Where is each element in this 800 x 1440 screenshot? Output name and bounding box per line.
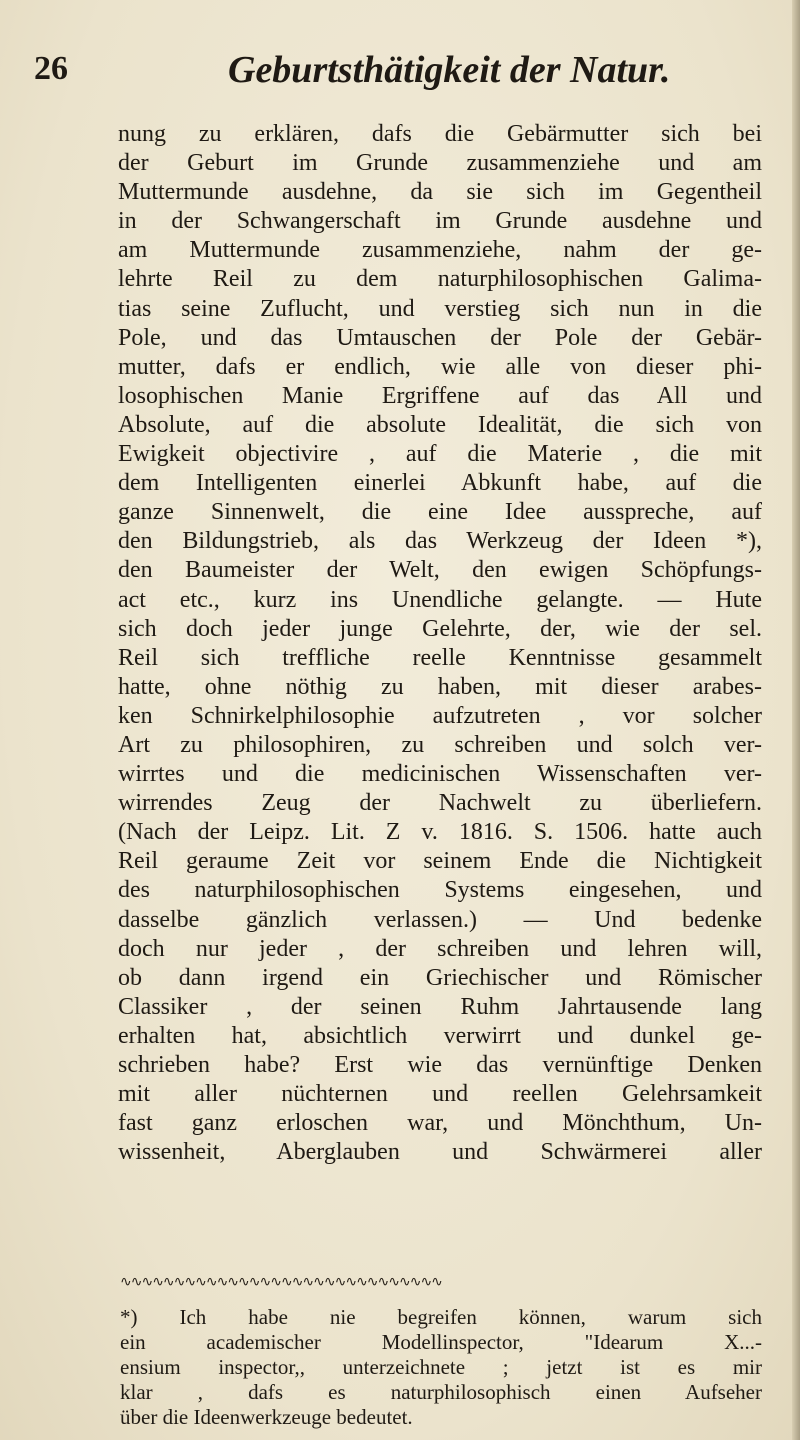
body-line: Pole, und das Umtauschen der Pole der Gebär-	[118, 324, 762, 351]
footnote-line: klar , dafs es naturphilosophisch einen Aufseher	[120, 1380, 762, 1404]
page-header	[0, 50, 800, 100]
body-line: Classiker , der seinen Ruhm Jahrtausende lang	[118, 993, 762, 1020]
body-line: wissenheit, Aberglauben und Schwärmerei aller	[118, 1139, 762, 1166]
body-line: dasselbe gänzlich verlassen.) — Und bedenke	[118, 906, 762, 933]
body-line: act etc., kurz ins Unendliche gelangte. — Hute	[118, 586, 762, 613]
body-line: am Muttermunde zusammenziehe, nahm der ge-	[118, 237, 762, 264]
body-text	[118, 120, 762, 1167]
body-line: Reil sich treffliche reelle Kenntnisse gesammelt	[118, 644, 762, 671]
body-line: mutter, dafs er endlich, wie alle von dieser phi-	[118, 353, 762, 380]
footnote	[120, 1305, 762, 1430]
body-line: (Nach der Leipz. Lit. Z v. 1816. S. 1506. hatte auch	[118, 819, 762, 846]
body-line: tias seine Zuflucht, und verstieg sich nun in die	[118, 295, 762, 322]
body-line: dem Intelligenten einerlei Abkunft habe, auf die	[118, 470, 762, 497]
body-line: Ewigkeit objectivire , auf die Materie , die mit	[118, 441, 762, 468]
footnote-line: ensium inspector,, unterzeichnete ; jetzt ist es mir	[120, 1355, 762, 1379]
body-line: Muttermunde ausdehne, da sie sich im Gegentheil	[118, 179, 762, 206]
body-line: mit aller nüchternen und reellen Gelehrsamkeit	[118, 1081, 762, 1108]
body-line: doch nur jeder , der schreiben und lehren will,	[118, 935, 762, 962]
body-line: lehrte Reil zu dem naturphilosophischen Galima-	[118, 266, 762, 293]
body-line: ken Schnirkelphilosophie aufzutreten , vor solcher	[118, 702, 762, 729]
footnote-separator-ornament: ∿∿∿∿∿∿∿∿∿∿∿∿∿∿∿∿∿∿∿∿∿∿∿∿∿∿∿∿∿∿	[120, 1274, 442, 1290]
body-line: schrieben habe? Erst wie das vernünftige Denken	[118, 1052, 762, 1078]
body-line: sich doch jeder junge Gelehrte, der, wie der sel.	[118, 615, 762, 642]
body-line: fast ganz erloschen war, und Mönchthum, Un-	[118, 1110, 762, 1137]
body-line: losophischen Manie Ergriffene auf das All und	[118, 382, 762, 409]
body-line: nung zu erklären, dafs die Gebärmutter sich bei	[118, 121, 762, 147]
body-line: der Geburt im Grunde zusammenziehe und am	[118, 150, 762, 177]
body-line: in der Schwangerschaft im Grunde ausdehne und	[118, 208, 762, 235]
body-line: Absolute, auf die absolute Idealität, die sich von	[118, 411, 762, 438]
footnote-line: ein academischer Modellinspector, "Idearum X...-	[120, 1330, 762, 1354]
body-line: hatte, ohne nöthig zu haben, mit dieser arabes-	[118, 673, 762, 700]
running-head: Geburtsthätigkeit der Natur.	[228, 49, 671, 91]
body-line: wirrendes Zeug der Nachwelt zu überliefern.	[118, 790, 762, 817]
body-line: ob dann irgend ein Griechischer und Römischer	[118, 964, 762, 991]
body-line: erhalten hat, absichtlich verwirrt und dunkel ge-	[118, 1022, 762, 1049]
body-line: ganze Sinnenwelt, die eine Idee ausspreche, auf	[118, 499, 762, 526]
footnote-line: *) Ich habe nie begreifen können, warum sich	[120, 1305, 762, 1329]
page-edge-shadow	[792, 0, 800, 1440]
body-line: wirrtes und die medicinischen Wissenschaften ver-	[118, 761, 762, 788]
body-line: den Bildungstrieb, als das Werkzeug der Ideen *),	[118, 528, 762, 555]
body-line: den Baumeister der Welt, den ewigen Schöpfungs-	[118, 557, 762, 584]
page-number: 26	[34, 50, 68, 87]
body-line: des naturphilosophischen Systems eingesehen, und	[118, 877, 762, 904]
body-line: Reil geraume Zeit vor seinem Ende die Nichtigkeit	[118, 848, 762, 875]
footnote-line: über die Ideenwerkzeuge bedeutet.	[120, 1405, 413, 1429]
body-line: Art zu philosophiren, zu schreiben und solch ver-	[118, 731, 762, 758]
